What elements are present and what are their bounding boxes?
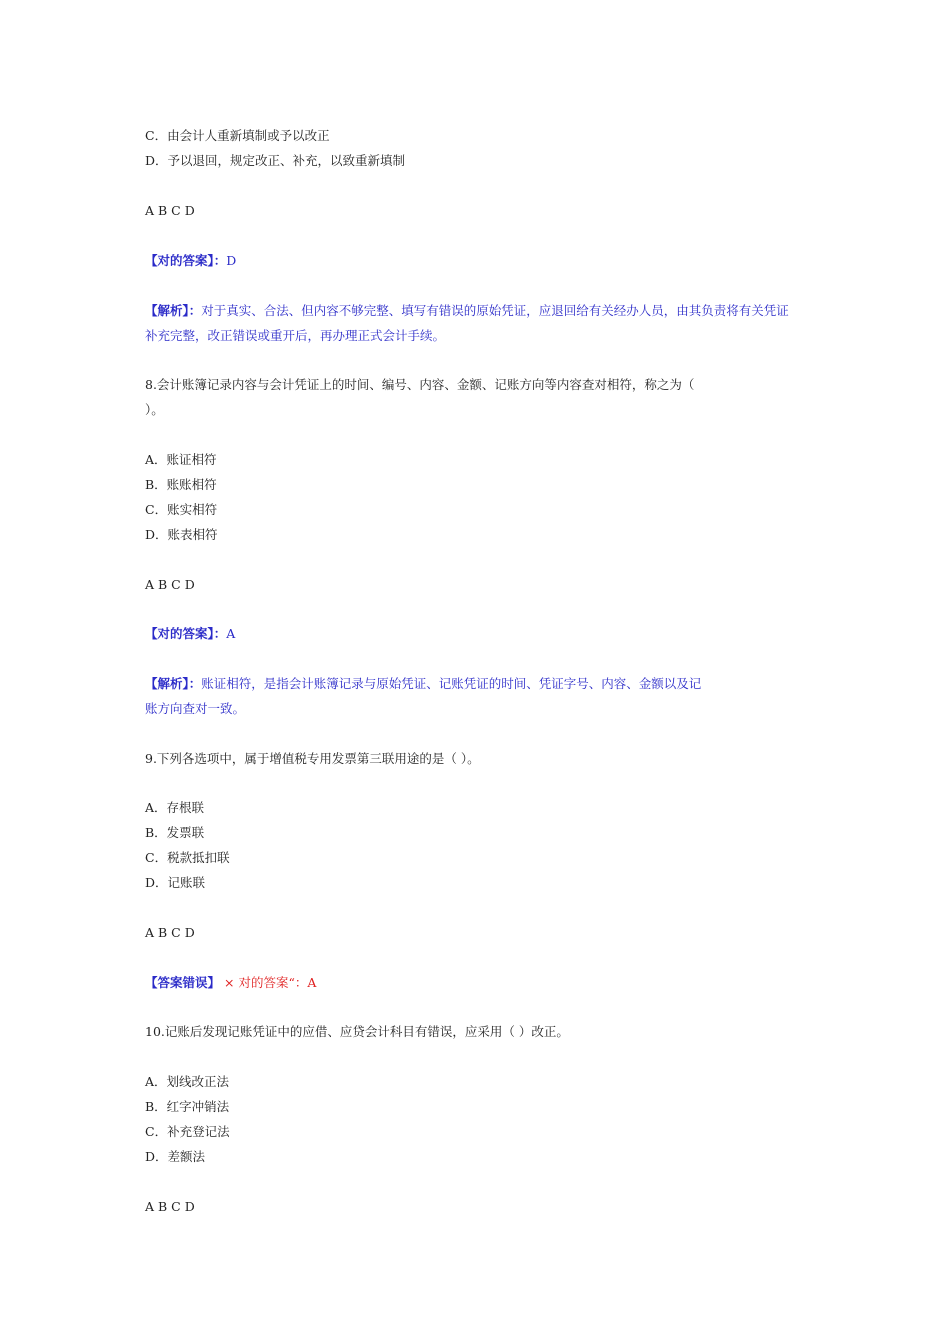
q9-option-b: B．发票联 bbox=[145, 825, 205, 840]
q7-analysis-line1 bbox=[145, 302, 789, 320]
q8-answer-value: A bbox=[226, 626, 236, 641]
q9-choices: A B C D bbox=[145, 925, 195, 940]
q8-choices: A B C D bbox=[145, 577, 195, 592]
q8-question-line1: 8.会计账簿记录内容与会计凭证上的时间、编号、内容、金额、记账方向等内容查对相符，称之为（ bbox=[145, 377, 695, 392]
q9-question: 9.下列各选项中，属于增值税专用发票第三联用途的是（ ）。 bbox=[145, 751, 480, 766]
q9-option-c: C．税款抵扣联 bbox=[145, 850, 230, 865]
q8-analysis-line1 bbox=[145, 675, 701, 693]
q9-wrong-answer bbox=[145, 974, 316, 992]
q7-answer bbox=[145, 252, 236, 270]
q9-wrong-detail: × 对的答案“：A bbox=[224, 975, 317, 990]
q8-analysis-label: 【解析】： bbox=[145, 676, 202, 691]
q7-analysis-label: 【解析】： bbox=[145, 303, 202, 318]
q7-answer-value: D bbox=[226, 253, 237, 268]
q9-option-a: A．存根联 bbox=[145, 800, 205, 815]
q8-option-a: A．账证相符 bbox=[145, 452, 217, 467]
q9-wrong-label: 【答案错误】 bbox=[145, 975, 221, 990]
q7-option-c: C．由会计人重新填制或予以改正 bbox=[145, 128, 330, 143]
q9-option-d: D．记账联 bbox=[145, 875, 206, 890]
q10-option-c: C．补充登记法 bbox=[145, 1124, 230, 1139]
q7-option-d: D．予以退回，规定改正、补充，以致重新填制 bbox=[145, 153, 406, 168]
q8-question-line2: ）。 bbox=[145, 402, 164, 417]
q10-option-a: A．划线改正法 bbox=[145, 1074, 230, 1089]
q7-answer-label: 【对的答案】： bbox=[145, 253, 227, 268]
q7-analysis-text1: 对于真实、合法、但内容不够完整、填写有错误的原始凭证，应退回给有关经办人员，由其负责将有关凭证 bbox=[201, 303, 789, 318]
q8-answer bbox=[145, 625, 235, 643]
q10-option-d: D．差额法 bbox=[145, 1149, 206, 1164]
q8-option-b: B．账账相符 bbox=[145, 477, 217, 492]
q8-option-c: C．账实相符 bbox=[145, 502, 218, 517]
q10-question: 10.记账后发现记账凭证中的应借、应贷会计科目有错误，应采用（ ）改正。 bbox=[145, 1024, 569, 1039]
q8-analysis-text1: 账证相符，是指会计账簿记录与原始凭证、记账凭证的时间、凭证字号、内容、金额以及记 bbox=[201, 676, 702, 691]
q10-choices: A B C D bbox=[145, 1199, 195, 1214]
q10-option-b: B．红字冲销法 bbox=[145, 1099, 230, 1114]
q8-analysis-line2: 账方向查对一致。 bbox=[145, 701, 246, 716]
q7-choices: A B C D bbox=[145, 203, 195, 218]
q8-answer-label: 【对的答案】： bbox=[145, 626, 227, 641]
q8-option-d: D．账表相符 bbox=[145, 527, 218, 542]
q7-analysis-line2: 补充完整，改正错误或重开后，再办理正式会计手续。 bbox=[145, 328, 446, 343]
